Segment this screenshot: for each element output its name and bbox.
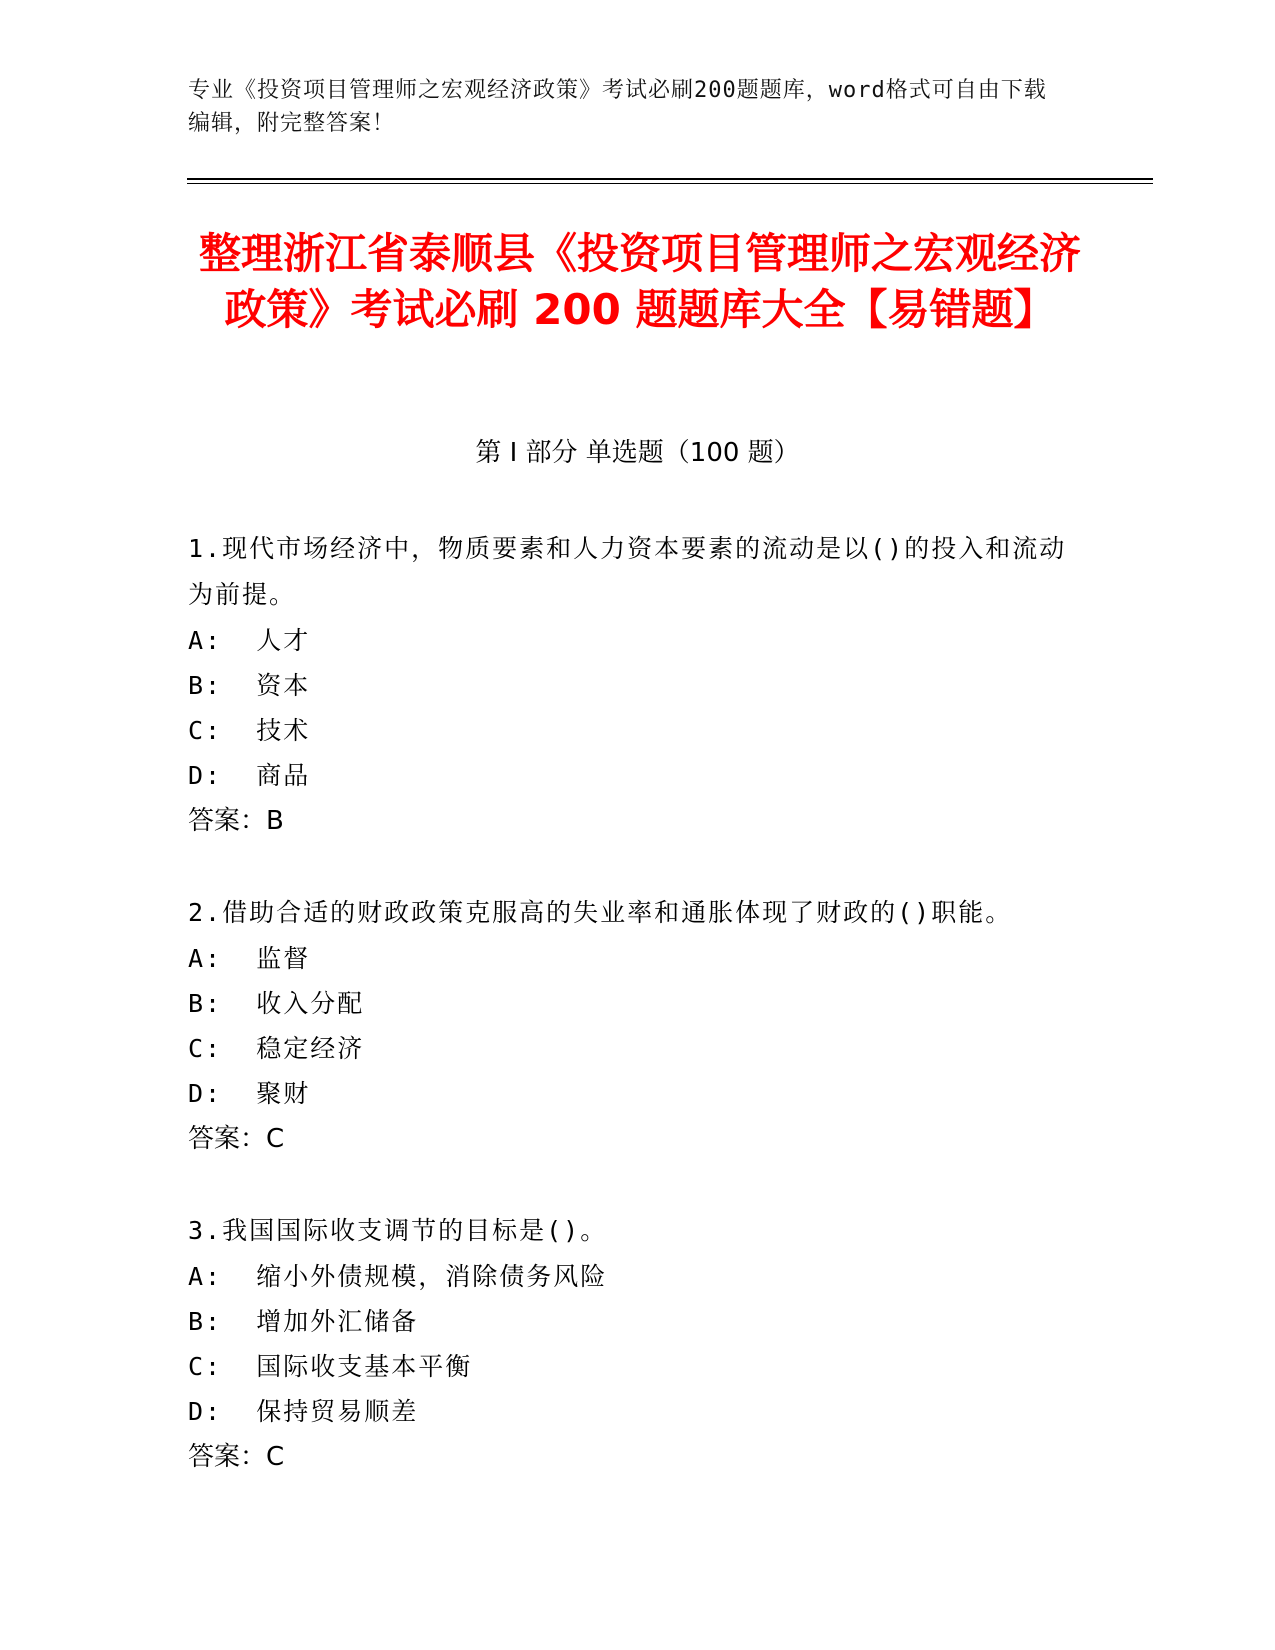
option-b: B: 收入分配 — [188, 989, 365, 1018]
header-note: 专业《投资项目管理师之宏观经济政策》考试必刷200题题库，word格式可自由下载编辑，附完整答案！ — [188, 78, 1047, 136]
option-d: D: 聚财 — [188, 1079, 311, 1108]
option-c: C: 国际收支基本平衡 — [188, 1352, 473, 1381]
option-b: B: 资本 — [188, 671, 311, 700]
document-title: 整理浙江省泰顺县《投资项目管理师之宏观经济政策》考试必刷 200 题题库大全【易错题】 — [198, 229, 1081, 334]
question-2 — [188, 890, 1068, 1162]
option-a: A: 监督 — [188, 944, 311, 973]
option-b: B: 增加外汇储备 — [188, 1307, 419, 1336]
question-stem: 2.借助合适的财政政策克服高的失业率和通胀体现了财政的()职能。 — [188, 898, 1013, 927]
question-1 — [188, 526, 1068, 844]
option-a: A: 人才 — [188, 626, 311, 655]
answer: 答案：C — [188, 1442, 285, 1472]
answer: 答案：C — [188, 1124, 285, 1154]
question-stem: 1.现代市场经济中，物质要素和人力资本要素的流动是以()的投入和流动为前提。 — [188, 534, 1067, 609]
answer: 答案：B — [188, 806, 284, 836]
header-rule-thin — [187, 183, 1153, 184]
section-title: 第 I 部分 单选题（100 题） — [475, 438, 800, 468]
question-stem: 3.我国国际收支调节的目标是()。 — [188, 1216, 608, 1245]
option-a: A: 缩小外债规模，消除债务风险 — [188, 1262, 608, 1291]
option-c: C: 技术 — [188, 716, 311, 745]
question-list — [188, 526, 1068, 1526]
option-d: D: 保持贸易顺差 — [188, 1397, 419, 1426]
option-d: D: 商品 — [188, 761, 311, 790]
option-c: C: 稳定经济 — [188, 1034, 365, 1063]
question-3 — [188, 1208, 1068, 1480]
header-rule-thick — [187, 178, 1153, 180]
